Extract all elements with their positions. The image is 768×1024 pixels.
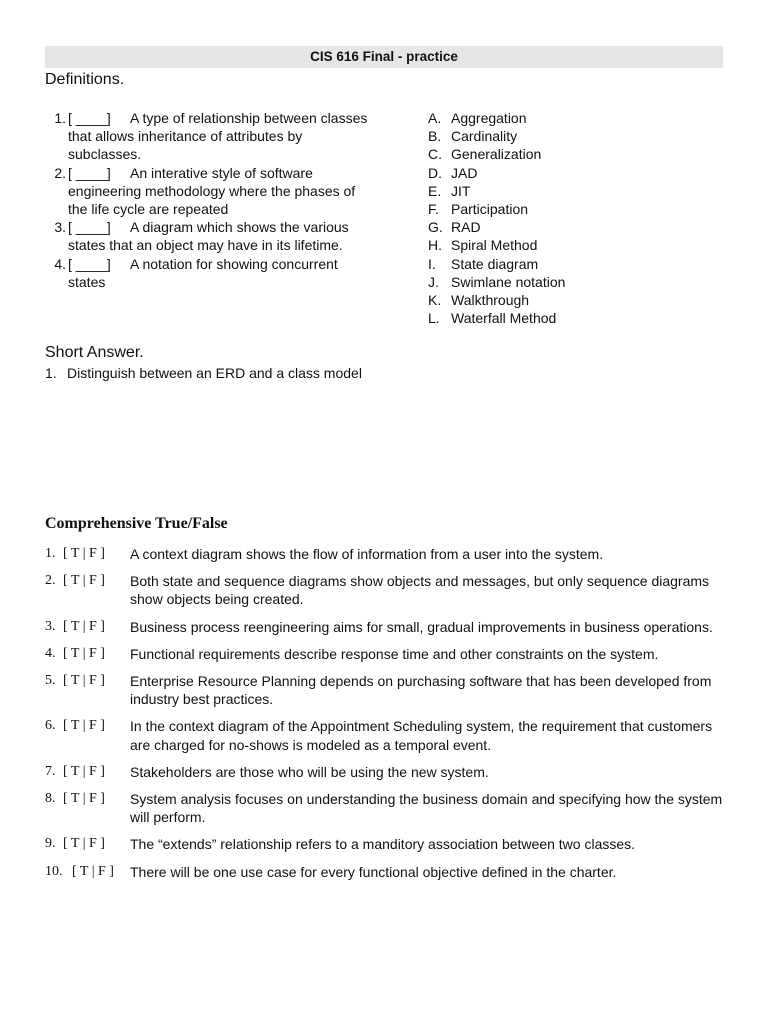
- choice-letter: I.: [428, 255, 436, 272]
- question-text: Business process reengineering aims for small, gradual improvements in business operations.: [130, 618, 713, 635]
- true-false-marker[interactable]: [ T | F ]: [72, 863, 114, 879]
- choice-letter: L.: [428, 310, 440, 327]
- choice-text: JIT: [451, 182, 471, 199]
- definition-item: [46, 218, 376, 254]
- choice-text: Spiral Method: [451, 237, 538, 254]
- definition-number: 3.: [54, 219, 66, 236]
- question-text: The “extends” relationship refers to a manditory association between two classes.: [130, 836, 636, 853]
- question-number: 6.: [45, 718, 56, 734]
- answer-choices-list: [428, 109, 565, 327]
- true-false-marker[interactable]: [ T | F ]: [63, 573, 105, 589]
- true-false-marker[interactable]: [ T | F ]: [63, 645, 105, 661]
- answer-blank[interactable]: [ ____]: [68, 255, 111, 272]
- true-false-marker[interactable]: [ T | F ]: [63, 791, 105, 807]
- true-false-heading: Comprehensive True/False: [45, 515, 228, 532]
- question-text: There will be one use case for every functional objective defined in the charter.: [130, 863, 617, 880]
- choice-item: [428, 182, 565, 200]
- definition-number: 4.: [54, 255, 66, 272]
- short-answer-text: Distinguish between an ERD and a class model: [67, 365, 362, 381]
- question-number: 2.: [45, 573, 56, 589]
- choice-text: Waterfall Method: [451, 310, 557, 327]
- question-number: 7.: [45, 763, 56, 779]
- choice-item: [428, 255, 565, 273]
- choice-text: Swimlane notation: [451, 273, 566, 290]
- definition-item: [46, 109, 376, 164]
- choice-item: [428, 200, 565, 218]
- true-false-marker[interactable]: [ T | F ]: [63, 763, 105, 779]
- choice-text: Aggregation: [451, 110, 527, 126]
- definitions-list: [46, 109, 376, 291]
- choice-letter: E.: [428, 182, 442, 199]
- definition-number: 2.: [54, 164, 66, 181]
- true-false-marker[interactable]: [ T | F ]: [63, 718, 105, 734]
- definition-item: [46, 164, 376, 219]
- true-false-item: [45, 572, 725, 608]
- question-number: 8.: [45, 791, 56, 807]
- definition-text: A diagram which shows the various states that an object may have in its lifetime.: [68, 219, 349, 254]
- true-false-item: [45, 545, 725, 563]
- choice-letter: B.: [428, 128, 442, 145]
- question-number: 3.: [45, 618, 56, 634]
- exam-title: CIS 616 Final - practice: [310, 49, 458, 64]
- answer-blank[interactable]: [ ____]: [68, 110, 111, 126]
- choice-item: [428, 273, 565, 291]
- short-answer-item: [45, 365, 362, 381]
- answer-blank[interactable]: [ ____]: [68, 164, 111, 181]
- choice-letter: H.: [428, 237, 442, 254]
- exam-header: [45, 46, 723, 68]
- definition-number: 1.: [54, 110, 66, 126]
- choice-text: State diagram: [451, 255, 539, 272]
- choice-letter: G.: [428, 219, 443, 236]
- true-false-item: [45, 763, 725, 781]
- true-false-item: [45, 790, 725, 826]
- question-text: Enterprise Resource Planning depends on purchasing software that has been developed from industry best practices.: [130, 673, 712, 708]
- definition-text: A type of relationship between classes that allows inheritance of attributes by subclasses.: [68, 110, 368, 163]
- choice-text: RAD: [451, 219, 481, 236]
- choice-text: Participation: [451, 201, 529, 218]
- true-false-item: [45, 835, 725, 853]
- choice-letter: A.: [428, 110, 442, 126]
- choice-text: Walkthrough: [451, 292, 530, 309]
- question-text: Functional requirements describe response time and other constraints on the system.: [130, 645, 659, 662]
- true-false-marker[interactable]: [ T | F ]: [63, 618, 105, 634]
- choice-item: [428, 127, 565, 145]
- question-number: 4.: [45, 645, 56, 661]
- question-text: In the context diagram of the Appointment Scheduling system, the requirement that customers are charged for no-shows is modeled as a temporal event.: [130, 718, 713, 753]
- question-number: 9.: [45, 836, 56, 852]
- true-false-item: [45, 717, 725, 753]
- true-false-item: [45, 645, 725, 663]
- choice-item: [428, 291, 565, 309]
- choice-letter: K.: [428, 292, 442, 309]
- choice-letter: C.: [428, 146, 442, 163]
- question-text: Stakeholders are those who will be using the new system.: [130, 763, 489, 780]
- choice-item: [428, 164, 565, 182]
- definition-text: A notation for showing concurrent states: [68, 255, 338, 290]
- definition-text: An interative style of software engineering methodology where the phases of the life cycle are repeated: [68, 164, 356, 218]
- choice-text: Cardinality: [451, 128, 518, 145]
- choice-item: [428, 218, 565, 236]
- definitions-heading: Definitions.: [45, 71, 125, 88]
- choice-text: JAD: [451, 164, 478, 181]
- true-false-item: [45, 863, 725, 881]
- choice-item: [428, 109, 565, 127]
- choice-letter: F.: [428, 201, 439, 218]
- true-false-list: [45, 545, 725, 890]
- question-text: Both state and sequence diagrams show objects and messages, but only sequence diagrams show objects being created.: [130, 573, 710, 608]
- answer-blank[interactable]: [ ____]: [68, 219, 111, 236]
- question-number: 1.: [45, 546, 56, 561]
- short-answer-number: 1.: [45, 365, 57, 381]
- question-number: 5.: [45, 673, 56, 689]
- choice-item: [428, 309, 565, 327]
- choice-letter: J.: [428, 273, 439, 290]
- true-false-marker[interactable]: [ T | F ]: [63, 836, 105, 852]
- question-number: 10.: [45, 863, 63, 879]
- choice-text: Generalization: [451, 146, 542, 163]
- true-false-marker[interactable]: [ T | F ]: [63, 546, 105, 561]
- true-false-item: [45, 618, 725, 636]
- question-text: A context diagram shows the flow of information from a user into the system.: [130, 546, 604, 562]
- question-text: System analysis focuses on understanding the business domain and specifying how the system will perform.: [130, 791, 723, 826]
- choice-letter: D.: [428, 164, 442, 181]
- choice-item: [428, 236, 565, 254]
- short-answer-heading: Short Answer.: [45, 344, 144, 361]
- true-false-item: [45, 672, 725, 708]
- true-false-marker[interactable]: [ T | F ]: [63, 673, 105, 689]
- definition-item: [46, 255, 376, 291]
- choice-item: [428, 145, 565, 163]
